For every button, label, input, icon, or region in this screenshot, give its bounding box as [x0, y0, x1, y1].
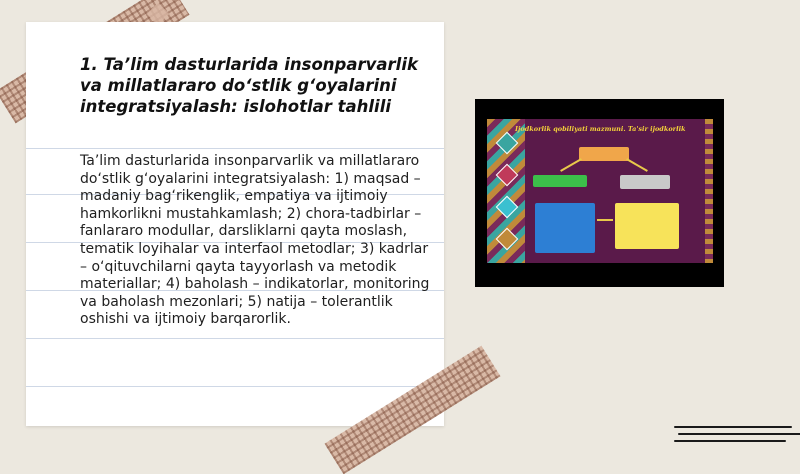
- slide-box-right: [620, 175, 670, 189]
- arrow-icon: [626, 158, 648, 172]
- slide-box-left: [533, 175, 587, 187]
- embedded-slide-image: [475, 99, 724, 287]
- decorative-line: [674, 426, 792, 428]
- paper-rule: [26, 338, 444, 339]
- decorative-line: [674, 440, 786, 442]
- slide-heading: Ijodkorlik qobiliyati mazmuni. Ta'sir ijodkorlik: [515, 125, 686, 133]
- decorative-lines: [674, 424, 800, 444]
- slide-box-bottom-right: [615, 203, 679, 249]
- paper-rule: [26, 386, 444, 387]
- slide-pattern-strip-right: [705, 119, 713, 263]
- arrow-icon: [560, 158, 582, 172]
- slide-content: [487, 119, 713, 263]
- body-paragraph: Ta’lim dasturlarida insonparvarlik va millatlararo do‘stlik g‘oyalarini integratsiyalash: 1) maqsad – madaniy bag‘rikenglik, empatiya va ijtimoiy hamkorlikni mustahkamlash; 2) chora-tadbirlar – fanlararo modullar, darsliklarni qayta moslash, tematik loyihalar va interfaol metodlar; 3) kadrlar – o‘qituvchilarni qayta tayyorlash va metodik materiallar; 4) baholash – indikatorlar, monitoring va baholash mezonlari; 5) natija – tolerantlik oshishi va ijtimoiy barqarorlik.: [80, 153, 430, 328]
- arrow-icon: [597, 219, 613, 221]
- slide-box-bottom-left: [535, 203, 595, 253]
- page-title: 1. Ta’lim dasturlarida insonparvarlik va millatlararo do‘stlik g‘oyalarini integratsiyalash: islohotlar tahlili: [80, 55, 418, 116]
- paper-rule: [26, 148, 444, 149]
- slide-box-top: [579, 147, 629, 161]
- decorative-line: [678, 433, 800, 435]
